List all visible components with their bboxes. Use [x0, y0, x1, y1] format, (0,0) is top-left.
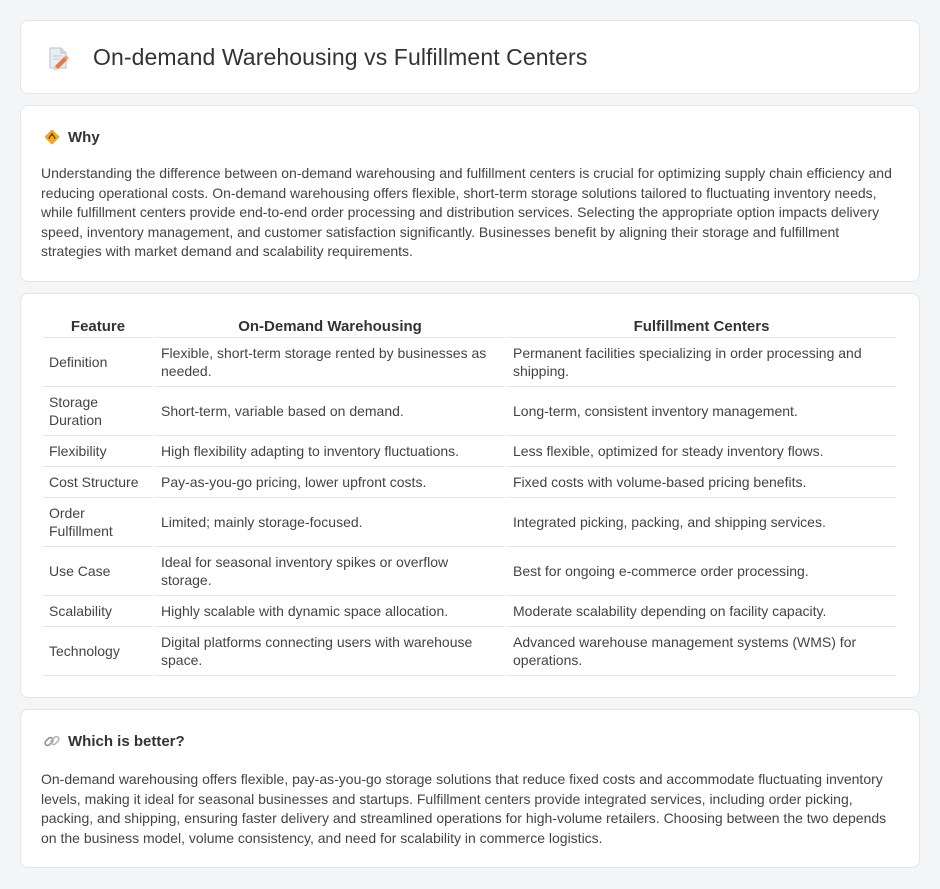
feature-cell: Scalability	[43, 596, 153, 627]
table-row	[43, 338, 896, 387]
header-feature: Feature	[43, 316, 153, 338]
why-text: Understanding the difference between on-demand warehousing and fulfillment centers is crucial for optimizing supply chain efficiency and reducing operational costs. On-demand warehousing offers flexible, short-term storage solutions tailored to fluctuating inventory needs, while fulfillment centers provide end-to-end order processing and distribution services. Selecting the appropriate option impacts delivery speed, inventory management, and customer satisfaction significantly. Businesses benefit by aligning their storage and fulfillment strategies with market demand and scalability requirements.	[41, 165, 892, 260]
link-icon	[43, 732, 61, 750]
better-text: On-demand warehousing offers flexible, pay-as-you-go storage solutions that reduce fixed costs and accommodate fluctuating inventory levels, making it ideal for seasonal businesses and startups. Fulfillment centers provide integrated services, including order picking, packing, and shipping, ensuring faster delivery and streamlined operations for high-volume retailers. Choosing between the two depends on the business model, volume consistency, and need for scalability in commerce logistics.	[41, 771, 887, 846]
on-demand-cell: High flexibility adapting to inventory fluctuations.	[155, 436, 505, 467]
table-row	[43, 596, 896, 627]
fulfillment-cell: Advanced warehouse management systems (WMS) for operations.	[507, 627, 896, 676]
feature-cell: Storage Duration	[43, 387, 153, 436]
comparison-table	[41, 316, 898, 676]
feature-cell: Order Fulfillment	[43, 498, 153, 547]
better-title: Which is better?	[68, 732, 185, 750]
on-demand-cell: Short-term, variable based on demand.	[155, 387, 505, 436]
why-heading	[43, 128, 100, 146]
feature-cell: Technology	[43, 627, 153, 676]
table-row	[43, 436, 896, 467]
page-title: On-demand Warehousing vs Fulfillment Centers	[93, 44, 588, 70]
fulfillment-cell: Less flexible, optimized for steady inventory flows.	[507, 436, 896, 467]
why-title: Why	[68, 128, 100, 146]
on-demand-cell: Pay-as-you-go pricing, lower upfront costs.	[155, 467, 505, 498]
fulfillment-cell: Permanent facilities specializing in order processing and shipping.	[507, 338, 896, 387]
fulfillment-cell: Integrated picking, packing, and shipping services.	[507, 498, 896, 547]
table-row	[43, 467, 896, 498]
why-section	[20, 105, 920, 282]
table-row	[43, 547, 896, 596]
header-on-demand: On-Demand Warehousing	[155, 316, 505, 338]
fulfillment-cell: Moderate scalability depending on facility capacity.	[507, 596, 896, 627]
feature-cell: Cost Structure	[43, 467, 153, 498]
fulfillment-cell: Fixed costs with volume-based pricing benefits.	[507, 467, 896, 498]
on-demand-cell: Limited; mainly storage-focused.	[155, 498, 505, 547]
on-demand-cell: Digital platforms connecting users with warehouse space.	[155, 627, 505, 676]
header-fulfillment: Fulfillment Centers	[507, 316, 896, 338]
table-row	[43, 498, 896, 547]
feature-cell: Definition	[43, 338, 153, 387]
better-heading	[43, 732, 185, 750]
on-demand-cell: Flexible, short-term storage rented by businesses as needed.	[155, 338, 505, 387]
fulfillment-cell: Long-term, consistent inventory management.	[507, 387, 896, 436]
fulfillment-cell: Best for ongoing e-commerce order processing.	[507, 547, 896, 596]
table-header-row	[43, 316, 896, 338]
document-pencil-icon	[45, 45, 71, 71]
on-demand-cell: Ideal for seasonal inventory spikes or overflow storage.	[155, 547, 505, 596]
which-is-better-section	[20, 709, 920, 868]
feature-cell: Flexibility	[43, 436, 153, 467]
on-demand-cell: Highly scalable with dynamic space allocation.	[155, 596, 505, 627]
table-row	[43, 387, 896, 436]
header-card	[20, 20, 920, 94]
comparison-table-section	[20, 293, 920, 698]
table-row	[43, 627, 896, 676]
warning-sign-icon	[43, 128, 61, 146]
feature-cell: Use Case	[43, 547, 153, 596]
page-header	[45, 44, 587, 71]
